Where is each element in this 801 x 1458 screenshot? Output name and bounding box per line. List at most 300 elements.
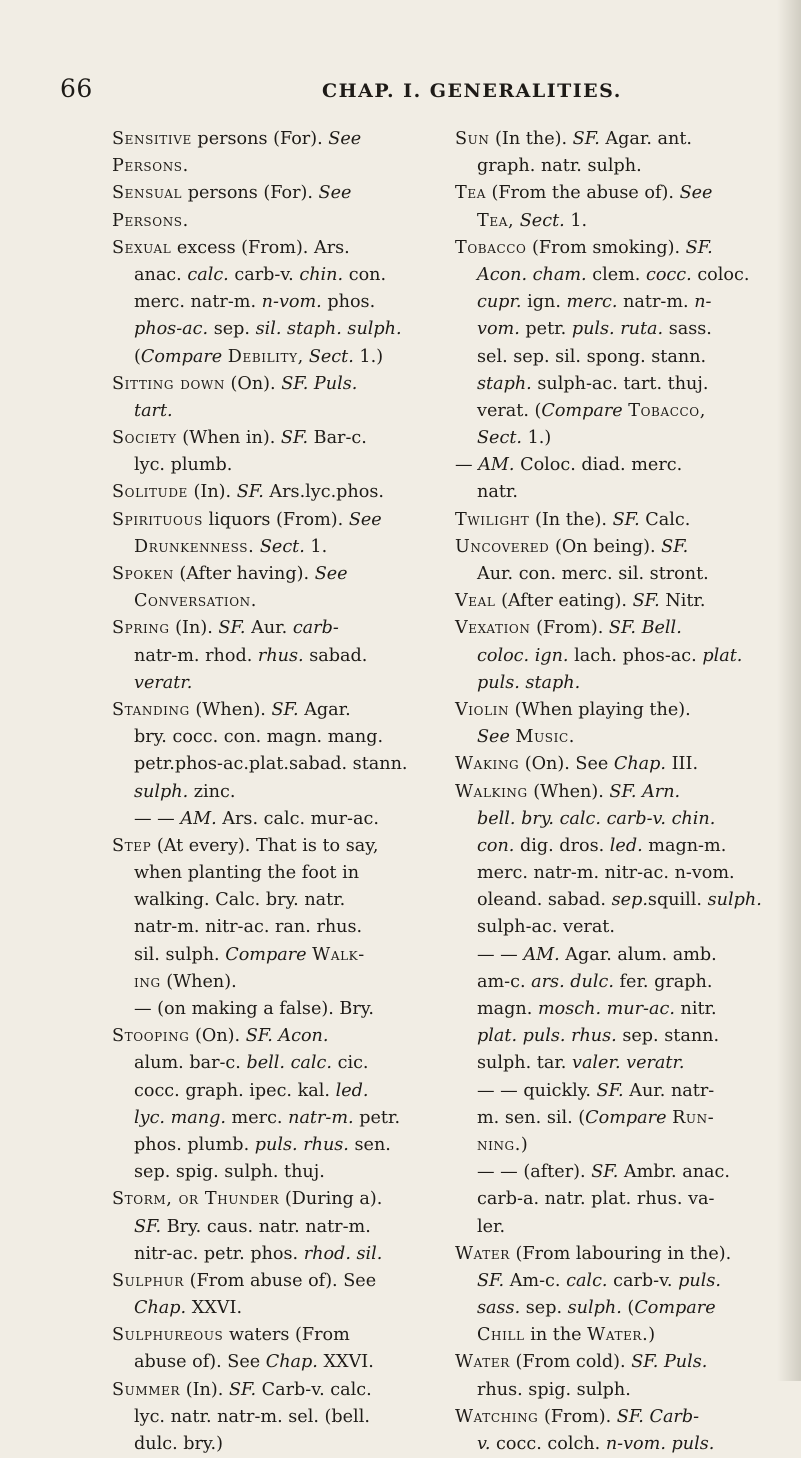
index-text: carb-v.	[228, 264, 300, 285]
index-line	[112, 887, 428, 914]
italic-remedy-text: Compare	[225, 944, 307, 965]
italic-remedy-text: puls. rhus.	[254, 1134, 349, 1155]
index-text: carb-v.	[607, 1270, 679, 1291]
index-text: coloc.	[691, 264, 750, 285]
running-head: CHAP. I. GENERALITIES.	[322, 80, 622, 102]
italic-remedy-text: SF.	[236, 482, 264, 503]
index-line	[455, 180, 771, 207]
index-line	[112, 615, 428, 642]
page-edge-shadow	[777, 0, 801, 1381]
index-text: lyc. plumb.	[134, 455, 233, 476]
page-number: 66	[60, 74, 93, 103]
italic-remedy-text: Sect.	[519, 210, 565, 231]
index-line	[455, 208, 771, 235]
index-heading-text: Solitude	[112, 482, 188, 503]
index-text: walking. Calc. bry. natr.	[134, 890, 346, 911]
italic-remedy-text: veratr.	[134, 672, 193, 693]
index-line	[112, 1159, 428, 1186]
index-text: (From cold).	[509, 1352, 632, 1373]
index-heading-text: Walk-	[312, 944, 365, 965]
italic-remedy-text: See	[314, 564, 348, 584]
index-line	[455, 887, 771, 914]
index-text: Agar.	[298, 699, 351, 720]
index-line	[455, 1186, 771, 1213]
index-heading-text: Chill	[477, 1325, 525, 1346]
index-text: (	[621, 1298, 635, 1319]
index-line	[455, 1241, 771, 1268]
index-text: rhus. spig. sulph.	[477, 1379, 631, 1400]
index-heading-text: Water	[455, 1243, 510, 1264]
index-line	[112, 1023, 428, 1050]
index-heading-text: Waking	[455, 754, 520, 775]
index-text: — —	[477, 944, 524, 965]
index-text: (After eating).	[495, 591, 633, 612]
index-heading-text: Uncovered	[455, 536, 550, 557]
italic-remedy-text: carb-	[292, 618, 339, 639]
index-line	[455, 697, 771, 724]
index-text: petr.	[353, 1107, 401, 1128]
index-text: petr.phos-ac.plat.sabad. stann.	[134, 754, 408, 775]
index-line	[455, 344, 771, 371]
index-line	[112, 507, 428, 534]
index-line	[112, 751, 428, 778]
index-line	[112, 1268, 428, 1295]
index-line	[112, 1404, 428, 1431]
index-line	[455, 371, 771, 398]
index-text: sulph. tar.	[477, 1053, 572, 1074]
index-text: sabad.	[303, 645, 368, 666]
index-line	[112, 1322, 428, 1349]
italic-remedy-text: SF.	[612, 509, 640, 530]
index-line	[112, 1241, 428, 1268]
index-heading-text: Tobacco,	[628, 400, 706, 421]
italic-remedy-text: chin.	[299, 264, 344, 285]
index-line	[112, 779, 428, 806]
index-text: Am-c.	[504, 1270, 567, 1291]
index-text: abuse of). See	[134, 1352, 266, 1373]
index-line	[455, 316, 771, 343]
italic-remedy-text: Acon. cham.	[477, 264, 587, 285]
index-text: (On). See	[519, 754, 614, 775]
index-line	[112, 1105, 428, 1132]
index-text: (From abuse of). See	[184, 1270, 377, 1291]
italic-remedy-text: puls.	[678, 1270, 721, 1291]
index-text: sulph-ac. tart. thuj.	[531, 373, 709, 394]
index-text: (	[134, 346, 141, 367]
italic-remedy-text: n-vom.	[261, 292, 322, 313]
index-heading-text: Sulphureous	[112, 1325, 224, 1346]
italic-remedy-text: See	[318, 183, 352, 204]
index-text: alum. bar-c.	[134, 1053, 247, 1074]
index-line	[455, 1105, 771, 1132]
index-heading-text: Run-	[672, 1107, 715, 1128]
index-line	[112, 860, 428, 887]
index-text: 1.	[564, 210, 588, 231]
index-heading-text: Stooping	[112, 1026, 190, 1047]
index-text: — — (after).	[477, 1162, 592, 1183]
index-text: waters (From	[223, 1325, 350, 1346]
index-line	[455, 1404, 771, 1431]
index-line	[455, 289, 771, 316]
index-heading-text: Drunkenness.	[134, 536, 255, 557]
italic-remedy-text: SF.	[228, 1379, 257, 1400]
italic-remedy-text: led.	[609, 835, 643, 856]
index-text: ign.	[521, 292, 567, 313]
italic-remedy-text: natr-m.	[288, 1107, 354, 1128]
index-heading-text: Storm, or Thunder	[112, 1189, 280, 1210]
index-text: con.	[343, 264, 387, 285]
index-line	[112, 670, 428, 697]
italic-remedy-text: bell. calc.	[246, 1053, 332, 1074]
index-text: cocc. colch.	[490, 1434, 606, 1454]
index-text: magn-m.	[642, 835, 727, 856]
index-heading-text: Walking	[455, 781, 528, 802]
index-line	[455, 425, 771, 452]
index-text: (When).	[527, 781, 610, 802]
index-text: verat. (	[477, 400, 542, 421]
index-text: sel. sep. sil. spong. stann.	[477, 346, 707, 367]
italic-remedy-text: puls. ruta.	[571, 319, 664, 340]
index-heading-text: Debility	[227, 346, 298, 367]
index-line	[455, 235, 771, 262]
index-text: sep. spig. sulph. thuj.	[134, 1162, 325, 1183]
italic-remedy-text: vom.	[477, 319, 520, 340]
index-line	[112, 561, 428, 588]
index-line	[455, 1159, 771, 1186]
index-text: Bry. caus. natr. natr-m.	[161, 1216, 371, 1237]
index-heading-text: Society	[112, 428, 177, 449]
index-heading-text: Twilight	[455, 509, 530, 530]
index-line	[112, 262, 428, 289]
index-text: anac.	[134, 264, 188, 285]
index-line	[112, 289, 428, 316]
italic-remedy-text: plat.	[702, 645, 743, 666]
index-line	[455, 1078, 771, 1105]
index-line	[455, 615, 771, 642]
index-text: (After having).	[173, 564, 315, 584]
italic-remedy-text: SF.	[218, 618, 246, 639]
italic-remedy-text: Sect.	[477, 428, 522, 449]
index-heading-text: Sun	[455, 129, 490, 149]
index-line	[112, 398, 428, 425]
italic-remedy-text: SF. Carb-	[616, 1406, 700, 1427]
index-text: (When playing the).	[509, 699, 691, 720]
index-text: sep.	[520, 1298, 568, 1319]
italic-remedy-text: See	[348, 509, 382, 530]
index-heading-text: Standing	[112, 699, 190, 720]
italic-remedy-text: SF.	[685, 237, 713, 258]
index-line	[112, 235, 428, 262]
index-line	[112, 1078, 428, 1105]
index-text: Ars. calc. mur-ac.	[216, 808, 379, 829]
index-heading-text: Conversation.	[134, 591, 257, 612]
italic-remedy-text: cupr.	[477, 292, 522, 313]
index-text: sass.	[663, 319, 712, 340]
italic-remedy-text: See	[477, 727, 510, 748]
index-line	[112, 697, 428, 724]
index-heading-text: Veal	[455, 591, 496, 612]
italic-remedy-text: con.	[477, 835, 515, 856]
index-text: Bar-c.	[308, 428, 367, 449]
italic-remedy-text: Compare	[585, 1107, 667, 1128]
index-heading-text: Sitting down	[112, 373, 225, 394]
index-text: (In).	[169, 618, 219, 639]
index-text: lyc. natr. natr-m. sel. (bell.	[134, 1406, 370, 1427]
italic-remedy-text: phos-ac.	[134, 319, 209, 340]
italic-remedy-text: SF.	[280, 428, 309, 449]
index-heading-text: ing	[134, 971, 161, 992]
index-line	[112, 126, 428, 153]
index-text: petr.	[519, 319, 572, 340]
index-text: (In the).	[489, 129, 573, 149]
index-text: ,	[297, 346, 309, 367]
index-text: cocc. graph. ipec. kal.	[134, 1080, 336, 1101]
index-text: Coloc. diad. merc.	[514, 455, 683, 476]
italic-remedy-text: rhod. sil.	[303, 1243, 383, 1264]
index-line	[455, 1050, 771, 1077]
index-line	[112, 425, 428, 452]
index-line	[455, 724, 771, 751]
italic-remedy-text: Compare	[634, 1298, 716, 1319]
index-heading-text: Tea,	[477, 210, 515, 231]
italic-remedy-text: Chap.	[613, 754, 667, 775]
index-text: —	[455, 455, 479, 476]
index-text: merc. natr-m.	[134, 292, 262, 313]
italic-remedy-text: merc.	[566, 292, 618, 313]
index-line	[455, 1431, 771, 1458]
index-text: sen.	[348, 1134, 391, 1155]
italic-remedy-text: ars. dulc.	[531, 971, 614, 992]
index-line	[455, 588, 771, 615]
index-heading-text: Sulphur	[112, 1270, 185, 1291]
italic-remedy-text: SF. Acon.	[245, 1026, 329, 1047]
index-text: fer. graph.	[613, 971, 713, 992]
index-line	[112, 833, 428, 860]
index-text: 1.	[304, 536, 328, 557]
index-text: natr-m.	[617, 292, 695, 313]
index-line	[455, 561, 771, 588]
index-text: natr-m. rhod.	[134, 645, 258, 666]
index-text: in the	[524, 1325, 588, 1346]
italic-remedy-text: AM.	[478, 455, 515, 476]
index-line	[455, 1132, 771, 1159]
index-text: clem.	[586, 264, 646, 285]
index-line	[455, 452, 771, 479]
index-text: (From).	[530, 618, 609, 639]
index-line	[112, 180, 428, 207]
italic-remedy-text: See	[679, 183, 713, 204]
index-text: zinc.	[188, 781, 236, 802]
index-line	[455, 969, 771, 996]
index-line	[112, 643, 428, 670]
index-text: (From the abuse of).	[485, 183, 680, 204]
index-text: graph. natr. sulph.	[477, 156, 642, 177]
index-text: — —	[134, 808, 181, 829]
index-line	[112, 1186, 428, 1213]
index-text: (On being).	[549, 536, 662, 557]
index-line	[112, 1132, 428, 1159]
italic-remedy-text: valer. veratr.	[572, 1053, 685, 1074]
italic-remedy-text: puls. staph.	[477, 672, 581, 693]
index-text: III.	[666, 754, 699, 775]
index-heading-text: Watching	[455, 1406, 539, 1427]
index-line	[455, 779, 771, 806]
index-heading-text: Violin	[455, 699, 510, 720]
index-text: oleand. sabad.	[477, 890, 612, 911]
index-text: (During a).	[279, 1189, 383, 1210]
index-text: sep. stann.	[616, 1026, 720, 1047]
index-text: m. sen. sil. (	[477, 1107, 586, 1128]
index-text: Carb-v. calc.	[256, 1379, 372, 1400]
italic-remedy-text: SF. Bell.	[608, 618, 682, 639]
italic-remedy-text: SF. Arn.	[609, 781, 681, 802]
index-text: carb-a. natr. plat. rhus. va-	[477, 1189, 715, 1210]
index-heading-text: Persons.	[112, 156, 189, 177]
index-heading-text: Persons.	[112, 210, 189, 231]
index-line	[455, 996, 771, 1023]
italic-remedy-text: sass.	[477, 1298, 521, 1319]
index-line	[112, 1295, 428, 1322]
index-text: nitr-ac. petr. phos.	[134, 1243, 304, 1264]
italic-remedy-text: lyc. mang.	[134, 1107, 226, 1128]
italic-remedy-text: led.	[335, 1080, 369, 1101]
index-heading-text: Tea	[455, 183, 486, 204]
index-text: cic.	[332, 1053, 369, 1074]
index-heading-text: Music.	[515, 727, 575, 748]
italic-remedy-text: cocc.	[645, 264, 692, 285]
index-text: merc.	[225, 1107, 289, 1128]
index-line	[455, 534, 771, 561]
italic-remedy-text: SF.	[134, 1216, 162, 1237]
index-text: Nitr.	[659, 591, 706, 612]
index-text: Aur. con. merc. sil. stront.	[477, 564, 709, 584]
index-text: sulph-ac. verat.	[477, 917, 615, 938]
italic-remedy-text: AM.	[523, 944, 560, 965]
index-heading-text: Sexual	[112, 237, 172, 258]
index-text: Agar. alum. amb.	[559, 944, 717, 965]
index-text: natr-m. nitr-ac. ran. rhus.	[134, 917, 363, 938]
left-column	[112, 126, 428, 1458]
index-text: (When).	[189, 699, 272, 720]
index-text: (On).	[189, 1026, 246, 1047]
index-line	[112, 942, 428, 969]
italic-remedy-text: calc.	[187, 264, 229, 285]
index-line	[455, 262, 771, 289]
italic-remedy-text: SF. Puls.	[281, 373, 358, 394]
index-text: natr.	[477, 482, 518, 503]
index-text: — — quickly.	[477, 1080, 597, 1101]
italic-remedy-text: n-	[694, 292, 712, 313]
italic-remedy-text: v.	[477, 1434, 491, 1454]
index-text: persons (For).	[182, 183, 319, 204]
italic-remedy-text: SF.	[632, 591, 660, 612]
index-text: (In).	[187, 482, 237, 503]
index-line	[455, 806, 771, 833]
italic-remedy-text: sil. staph. sulph.	[255, 319, 402, 340]
index-text: sil. sulph.	[134, 944, 226, 965]
italic-remedy-text: SF.	[271, 699, 299, 720]
index-heading-text: Spirituous	[112, 509, 203, 530]
index-text: persons (For).	[191, 129, 329, 149]
index-text: XXVI.	[317, 1352, 374, 1373]
index-text: (From labouring in the).	[509, 1243, 732, 1264]
index-text: dig. dros.	[514, 835, 610, 856]
index-line	[112, 153, 428, 180]
index-text: (In).	[180, 1379, 229, 1400]
italic-remedy-text: SF. Puls.	[631, 1352, 708, 1373]
index-line	[112, 1349, 428, 1376]
index-line	[112, 316, 428, 343]
index-text: (In the).	[529, 509, 613, 530]
index-text: 1.)	[353, 346, 384, 367]
italic-remedy-text: sulph.	[567, 1298, 622, 1319]
index-text: Aur.	[245, 618, 293, 639]
index-text: dulc. bry.)	[134, 1434, 223, 1454]
index-line	[112, 479, 428, 506]
italic-remedy-text: mosch. mur-ac.	[537, 999, 675, 1019]
index-text: (When in).	[176, 428, 281, 449]
index-line	[455, 860, 771, 887]
index-text: sep.	[208, 319, 256, 340]
index-text: (At every). That is to say,	[151, 835, 379, 856]
index-heading-text: ning.)	[477, 1134, 529, 1155]
index-heading-text: Spoken	[112, 564, 174, 584]
index-line	[455, 1268, 771, 1295]
index-line	[455, 153, 771, 180]
index-line	[455, 942, 771, 969]
index-text: Calc.	[639, 509, 691, 530]
index-text: — (on making a false). Bry.	[134, 999, 374, 1019]
index-line	[112, 996, 428, 1023]
italic-remedy-text: Chap.	[134, 1298, 187, 1319]
index-text: Ambr. anac.	[618, 1162, 730, 1183]
italic-remedy-text: Sect.	[259, 536, 305, 557]
index-text: bry. cocc. con. magn. mang.	[134, 727, 384, 748]
index-line	[112, 1214, 428, 1241]
index-text: phos. plumb.	[134, 1134, 255, 1155]
index-text: XXVI.	[186, 1298, 243, 1319]
index-heading-text: Step	[112, 835, 152, 856]
right-column	[455, 126, 771, 1458]
italic-remedy-text: Chap.	[265, 1352, 318, 1373]
italic-remedy-text: tart.	[134, 400, 173, 421]
index-line	[455, 1295, 771, 1322]
index-text: Agar. ant.	[599, 129, 692, 149]
index-text: Aur. natr-	[623, 1080, 715, 1101]
italic-remedy-text: sulph.	[134, 781, 189, 802]
index-line	[455, 833, 771, 860]
index-heading-text: Sensual	[112, 183, 183, 204]
italic-remedy-text: AM.	[180, 808, 217, 829]
index-heading-text: Tobacco	[455, 237, 527, 258]
italic-remedy-text: SF.	[591, 1162, 619, 1183]
index-text: (From).	[538, 1406, 617, 1427]
index-text: lach. phos-ac.	[568, 645, 703, 666]
index-line	[112, 1431, 428, 1458]
index-line	[112, 914, 428, 941]
index-heading-text: Water.)	[587, 1325, 656, 1346]
italic-remedy-text: SF.	[572, 129, 600, 149]
index-line	[455, 643, 771, 670]
index-text: when planting the foot in	[134, 863, 360, 884]
index-line	[112, 534, 428, 561]
index-heading-text: Sensitive	[112, 129, 192, 149]
index-text: squill.	[647, 890, 708, 911]
index-line	[455, 670, 771, 697]
index-line	[455, 479, 771, 506]
index-text: liquors (From).	[202, 509, 349, 530]
index-text: 1.)	[521, 428, 552, 449]
